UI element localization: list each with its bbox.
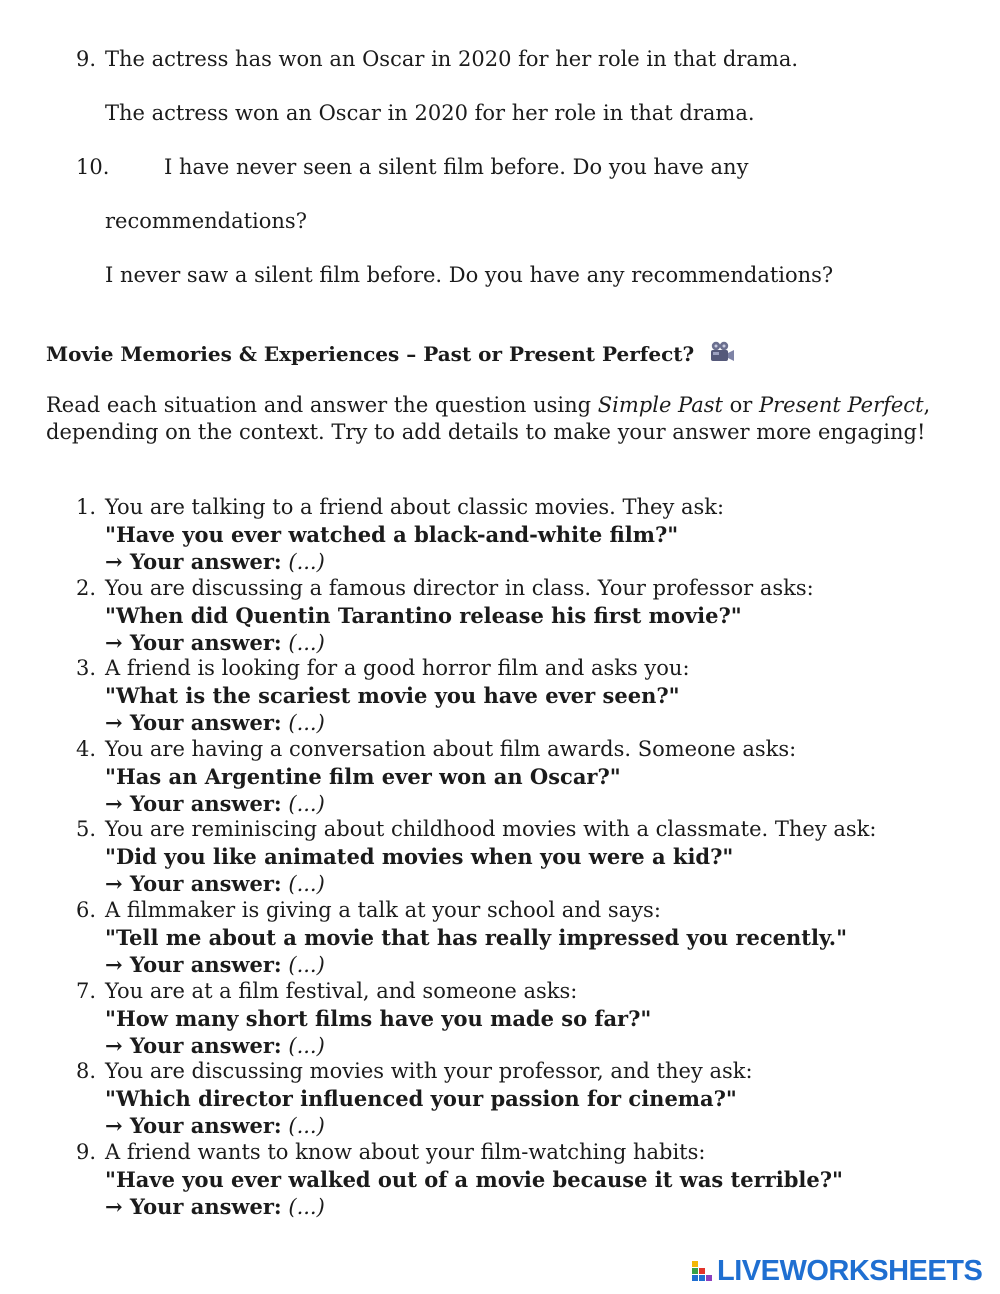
answer-line (105, 1032, 325, 1060)
situation-text: You are discussing a famous director in class. Your professor asks: (105, 575, 814, 600)
answer-line (105, 790, 325, 818)
answer-label: → Your answer: (105, 1113, 282, 1139)
question-list (0, 494, 1000, 1219)
situation-text: You are reminiscing about childhood movies with a classmate. They ask: (105, 817, 877, 842)
section-heading (46, 341, 735, 370)
situation-text: You are having a conversation about film awards. Someone asks: (105, 736, 797, 761)
situation-text: A friend is looking for a good horror film and asks you: (105, 656, 690, 681)
question-text: "Have you ever walked out of a movie because it was terrible?" (105, 1166, 843, 1192)
question-number: 5. (76, 817, 97, 842)
question-item (0, 1058, 1000, 1139)
question-text: "Which director influenced your passion for cinema?" (105, 1086, 737, 1112)
question-item (0, 897, 1000, 978)
original-sentence-continued: recommendations? (105, 209, 307, 233)
question-text: "How many short films have you made so far?" (105, 1005, 652, 1031)
original-sentence: The actress has won an Oscar in 2020 for her role in that drama. (105, 47, 799, 71)
answer-label: → Your answer: (105, 871, 282, 897)
question-text: "Tell me about a movie that has really impressed you recently." (105, 924, 848, 950)
situation-text: You are discussing movies with your professor, and they ask: (105, 1059, 753, 1084)
tense-simple-past: Simple Past (597, 393, 723, 417)
logo-icon (692, 1259, 714, 1283)
answer-label: → Your answer: (105, 549, 282, 574)
tense-present-perfect: Present Perfect (759, 393, 924, 417)
question-number: 7. (76, 978, 97, 1003)
item-number: 10. (76, 155, 110, 179)
answer-field[interactable]: (...) (288, 1033, 325, 1058)
answer-line (105, 548, 325, 576)
instructions-paragraph: Read each situation and answer the question using Simple Past or Present Perfect, depending on the context. Try to add details to make your answer more engaging! (46, 393, 931, 444)
answer-label: → Your answer: (105, 1193, 282, 1219)
item-number: 9. (76, 47, 97, 71)
question-text: "Have you ever watched a black-and-white film?" (105, 522, 679, 547)
answer-line (105, 951, 325, 979)
answer-field[interactable]: (...) (288, 1194, 325, 1219)
answer-line (105, 870, 325, 898)
original-sentence: I have never seen a silent film before. Do you have any (164, 155, 749, 179)
liveworksheets-logo (692, 1256, 982, 1286)
question-number: 1. (76, 495, 97, 519)
question-item (0, 575, 1000, 656)
question-item (0, 736, 1000, 817)
question-item (0, 978, 1000, 1059)
answer-field[interactable]: (...) (288, 791, 325, 816)
question-number: 2. (76, 575, 97, 600)
answer-field[interactable]: (...) (288, 1114, 325, 1139)
answer-field[interactable]: (...) (288, 952, 325, 977)
question-text: "When did Quentin Tarantino release his first movie?" (105, 602, 742, 628)
situation-text: You are talking to a friend about classic movies. They ask: (105, 495, 725, 519)
question-item (0, 816, 1000, 897)
answer-field[interactable]: (...) (288, 872, 325, 897)
answer-line (105, 1112, 325, 1140)
answer-label: → Your answer: (105, 710, 282, 736)
answer-field[interactable]: (...) (288, 711, 325, 736)
answer-line (105, 709, 325, 737)
question-item (0, 494, 1000, 575)
answer-line (105, 629, 325, 657)
question-number: 9. (76, 1139, 97, 1164)
logo-text: LIVEWORKSHEETS (717, 1255, 983, 1287)
question-number: 6. (76, 897, 97, 922)
answer-line (105, 1193, 325, 1221)
question-item (0, 1139, 1000, 1220)
question-number: 3. (76, 656, 97, 681)
question-number: 8. (76, 1059, 97, 1084)
answer-label: → Your answer: (105, 1032, 282, 1058)
answer-field[interactable]: (...) (288, 630, 325, 655)
answer-label: → Your answer: (105, 629, 282, 655)
situation-text: You are at a film festival, and someone asks: (105, 978, 578, 1003)
section-title: Movie Memories & Experiences – Past or Present Perfect? (46, 342, 695, 366)
corrected-sentence: I never saw a silent film before. Do you have any recommendations? (105, 263, 834, 287)
question-item (0, 655, 1000, 736)
answer-label: → Your answer: (105, 790, 282, 816)
situation-text: A friend wants to know about your film-watching habits: (105, 1139, 706, 1164)
question-text: "What is the scariest movie you have ever seen?" (105, 683, 680, 709)
situation-text: A filmmaker is giving a talk at your school and says: (105, 897, 661, 922)
question-text: "Did you like animated movies when you were a kid?" (105, 844, 734, 870)
corrected-sentence: The actress won an Oscar in 2020 for her role in that drama. (105, 101, 755, 125)
answer-field[interactable]: (...) (288, 550, 325, 574)
movie-camera-icon (709, 341, 735, 370)
question-number: 4. (76, 736, 97, 761)
question-text: "Has an Argentine film ever won an Oscar?" (105, 763, 621, 789)
answer-label: → Your answer: (105, 951, 282, 977)
